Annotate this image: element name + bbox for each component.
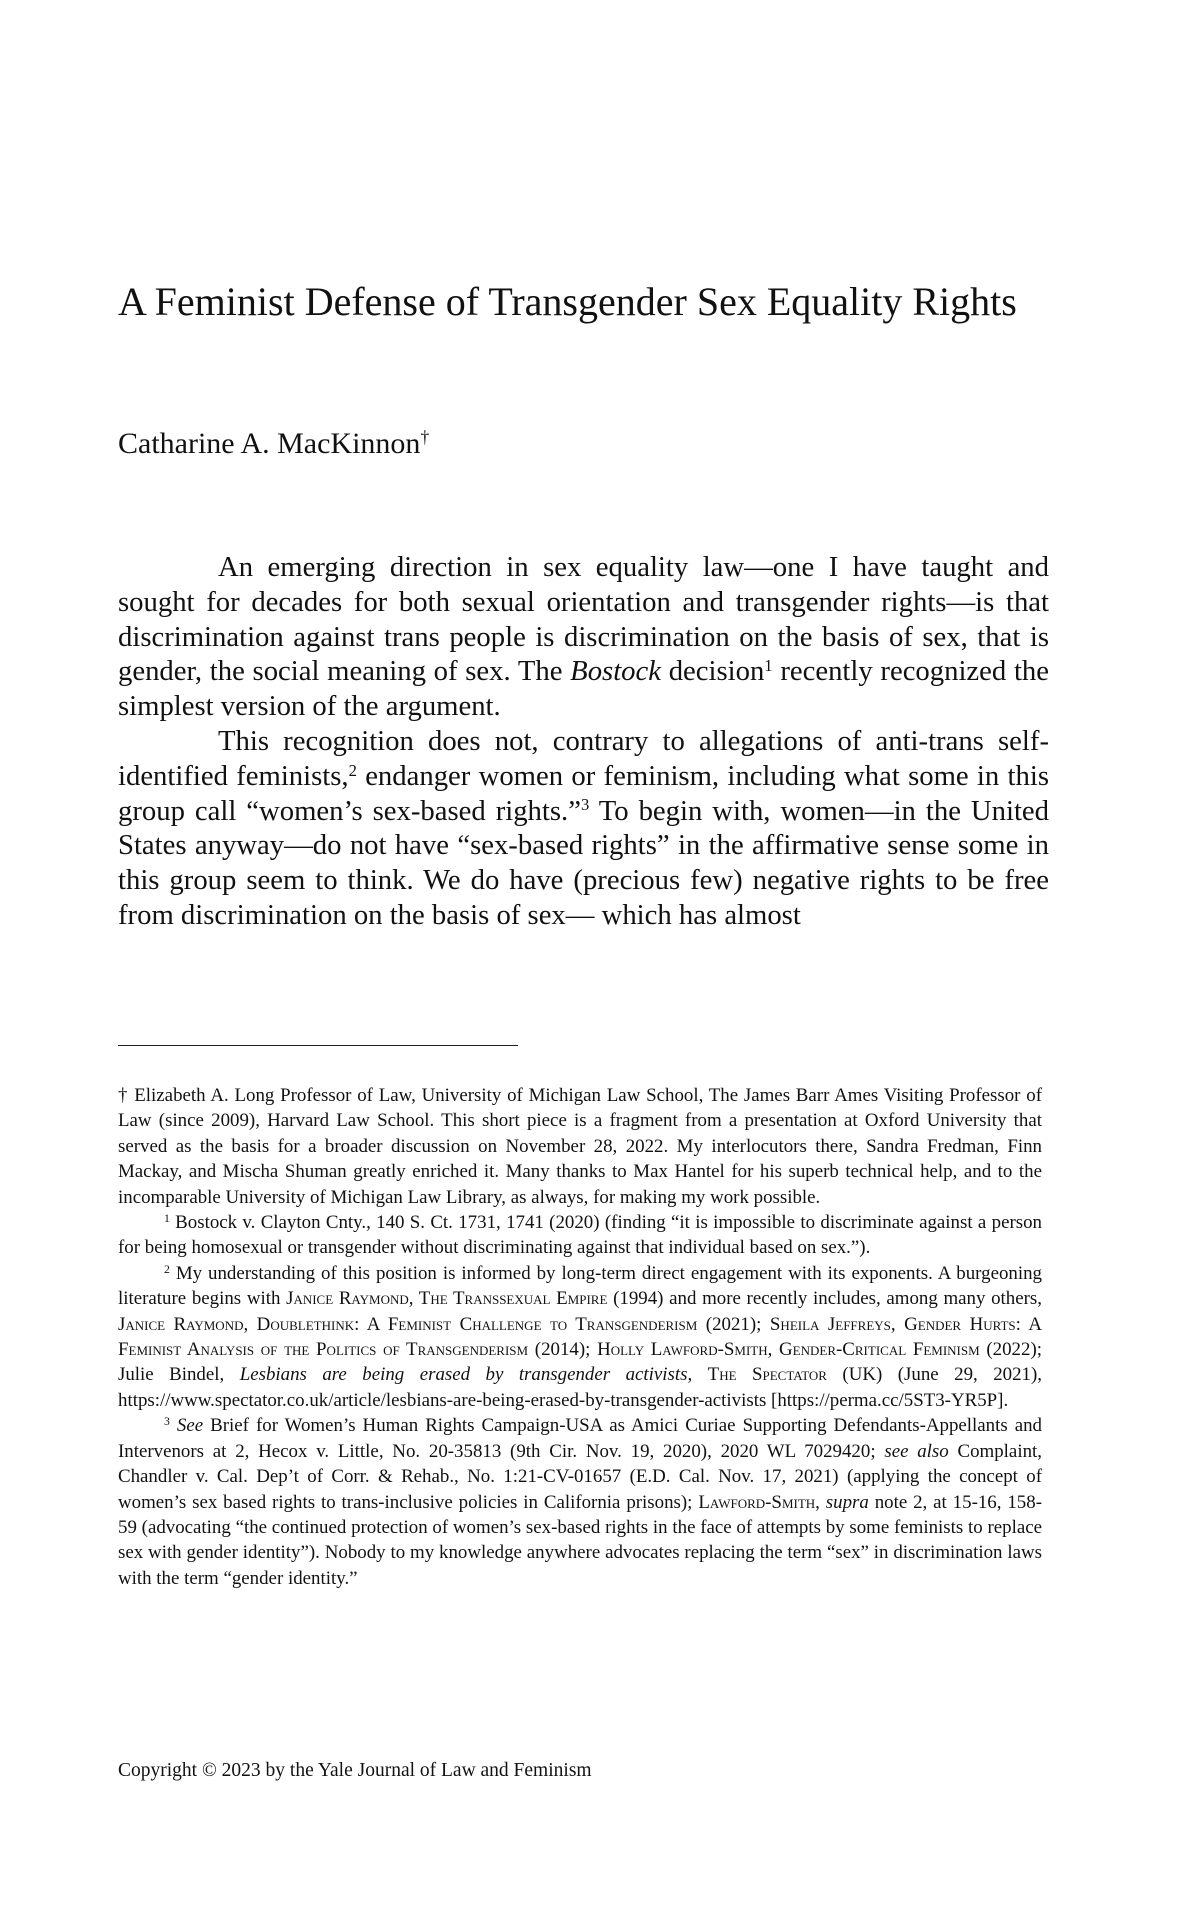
- body-text: An emerging direction in sex equality law—one I have taught and sought for decades for both sexual orientation and transgender rights—is that discrimination against trans people is discrimination on the basis of sex, that is gender, the social meaning of sex. The: [118, 551, 1049, 688]
- footnote-text: ,: [687, 1364, 708, 1386]
- footnote-text: note 2, at 15-16, 158-59 (advocating “the continued protection of women’s sex-based rights in the face of attempts by some feminists to replace sex with gender identity”). Nobody to my knowledge anywhere advocates replacing the term “sex” in discrimination laws with the term “gender identity.”: [118, 1491, 1042, 1589]
- citation-book: Janice Raymond, Doublethink: A Feminist Challenge to Transgenderism: [118, 1313, 698, 1335]
- footnote-2: [118, 1261, 1042, 1413]
- footnote-dagger: [118, 1083, 1042, 1210]
- citation-article: Lesbians are being erased by transgender activists: [239, 1364, 688, 1386]
- signal-see: See: [176, 1415, 204, 1437]
- footnote-1: [118, 1210, 1042, 1261]
- author-footnote-mark[interactable]: †: [420, 427, 430, 448]
- footnote-3: [118, 1413, 1042, 1591]
- footnote-text: Brief for Women’s Human Rights Campaign-USA as Amici Curiae Supporting Defendants-Appellants and Intervenors at 2, Hecox v. Little, No. 20-35813 (9th Cir. Nov. 19, 2020), 2020 WL 7029420;: [118, 1415, 1042, 1462]
- footnote-text: Complaint, Chandler v. Cal. Dep’t of Corr. & Rehab., No. 1:21-CV-01657 (E.D. Cal. Nov. 17, 2021) (applying the concept of women’s sex based rights to trans-inclusive policies in California prisons);: [118, 1440, 1042, 1513]
- citation-book: Janice Raymond, The Transsexual Empire: [286, 1288, 608, 1310]
- citation-book: Holly Lawford-Smith, Gender-Critical Feminism: [597, 1339, 980, 1361]
- footnote-text: ,: [815, 1491, 826, 1513]
- footnote-text: (1994) and more recently includes, among many others,: [607, 1288, 1043, 1310]
- body-text: endanger women or feminism, including what some in this group call “women’s sex-based rights.”: [118, 759, 1049, 827]
- author-line: [118, 424, 429, 464]
- article-title-text: A Feminist Defense of Transgender Sex Equality Rights: [118, 279, 1017, 324]
- citation-author: Lawford-Smith: [698, 1491, 816, 1513]
- footnote-mark: 3: [164, 1415, 170, 1429]
- body-text: decision: [660, 655, 765, 688]
- footnote-text: (2021);: [697, 1313, 770, 1335]
- footnote-ref-3[interactable]: 3: [580, 795, 590, 815]
- footnote-ref-1[interactable]: 1: [764, 656, 773, 676]
- footnote-separator: [118, 1045, 518, 1046]
- body-text: To begin with, women—in the United States anyway—do not have “sex-based rights” in the affirmative sense some in this group seem to think. We do have (precious few) negative rights to be free from discrimination on the basis of sex— which has almost: [118, 794, 1049, 931]
- footnote-text: Bostock v. Clayton Cnty., 140 S. Ct. 1731, 1741 (2020) (finding “it is impossible to discriminate against a person for being homosexual or transgender without discriminating against that individual based on sex.”).: [118, 1212, 1042, 1259]
- body-paragraph-1: [118, 550, 1049, 724]
- footnotes: [118, 1083, 1042, 1591]
- footnote-ref-2[interactable]: 2: [348, 760, 357, 780]
- case-name-bostock: Bostock: [570, 655, 661, 688]
- signal-supra: supra: [825, 1491, 869, 1513]
- footnote-mark: 2: [164, 1263, 170, 1276]
- signal-see-also: see also: [884, 1440, 949, 1462]
- footnote-text: (2014);: [528, 1339, 598, 1361]
- article-title: [118, 276, 1058, 327]
- body-text: This recognition does not, contrary to allegations of anti-trans self-identified feminists,: [118, 724, 1049, 792]
- body-text: recently recognized the simplest version of the argument.: [118, 655, 1049, 723]
- author-name: Catharine A. MacKinnon: [118, 427, 421, 460]
- citation-periodical: The Spectator: [707, 1364, 827, 1386]
- body-paragraph-2: [118, 724, 1049, 933]
- copyright-text: Copyright © 2023 by the Yale Journal of Law and Feminism: [118, 1760, 592, 1781]
- footnote-text: [170, 1415, 177, 1436]
- footnote-mark: 1: [164, 1212, 170, 1226]
- copyright-notice: [118, 1758, 592, 1784]
- footnote-text: (UK) (June 29, 2021), https://www.spectator.co.uk/article/lesbians-are-being-erased-by-transgender-activists [https://perma.cc/5ST3-YR5P].: [118, 1364, 1042, 1411]
- footnote-text: (2022); Julie Bindel,: [118, 1339, 1042, 1386]
- article-body: [118, 550, 1049, 933]
- footnote-text: † Elizabeth A. Long Professor of Law, University of Michigan Law School, The James Barr Ames Visiting Professor of Law (since 2009), Harvard Law School. This short piece is a fragment from a presentation at Oxford University that served as the basis for a broader discussion on November 28, 2022. My interlocutors there, Sandra Fredman, Finn Mackay, and Mischa Shuman greatly enriched it. Many thanks to Max Hantel for his superb technical help, and to the incomparable University of Michigan Law Library, as always, for making my work possible.: [118, 1085, 1042, 1208]
- citation-book: Sheila Jeffreys, Gender Hurts: A Feminist Analysis of the Politics of Transgenderism: [118, 1313, 1043, 1361]
- footnote-text: My understanding of this position is informed by long-term direct engagement with its exponents. A burgeoning literature begins with: [118, 1262, 1042, 1310]
